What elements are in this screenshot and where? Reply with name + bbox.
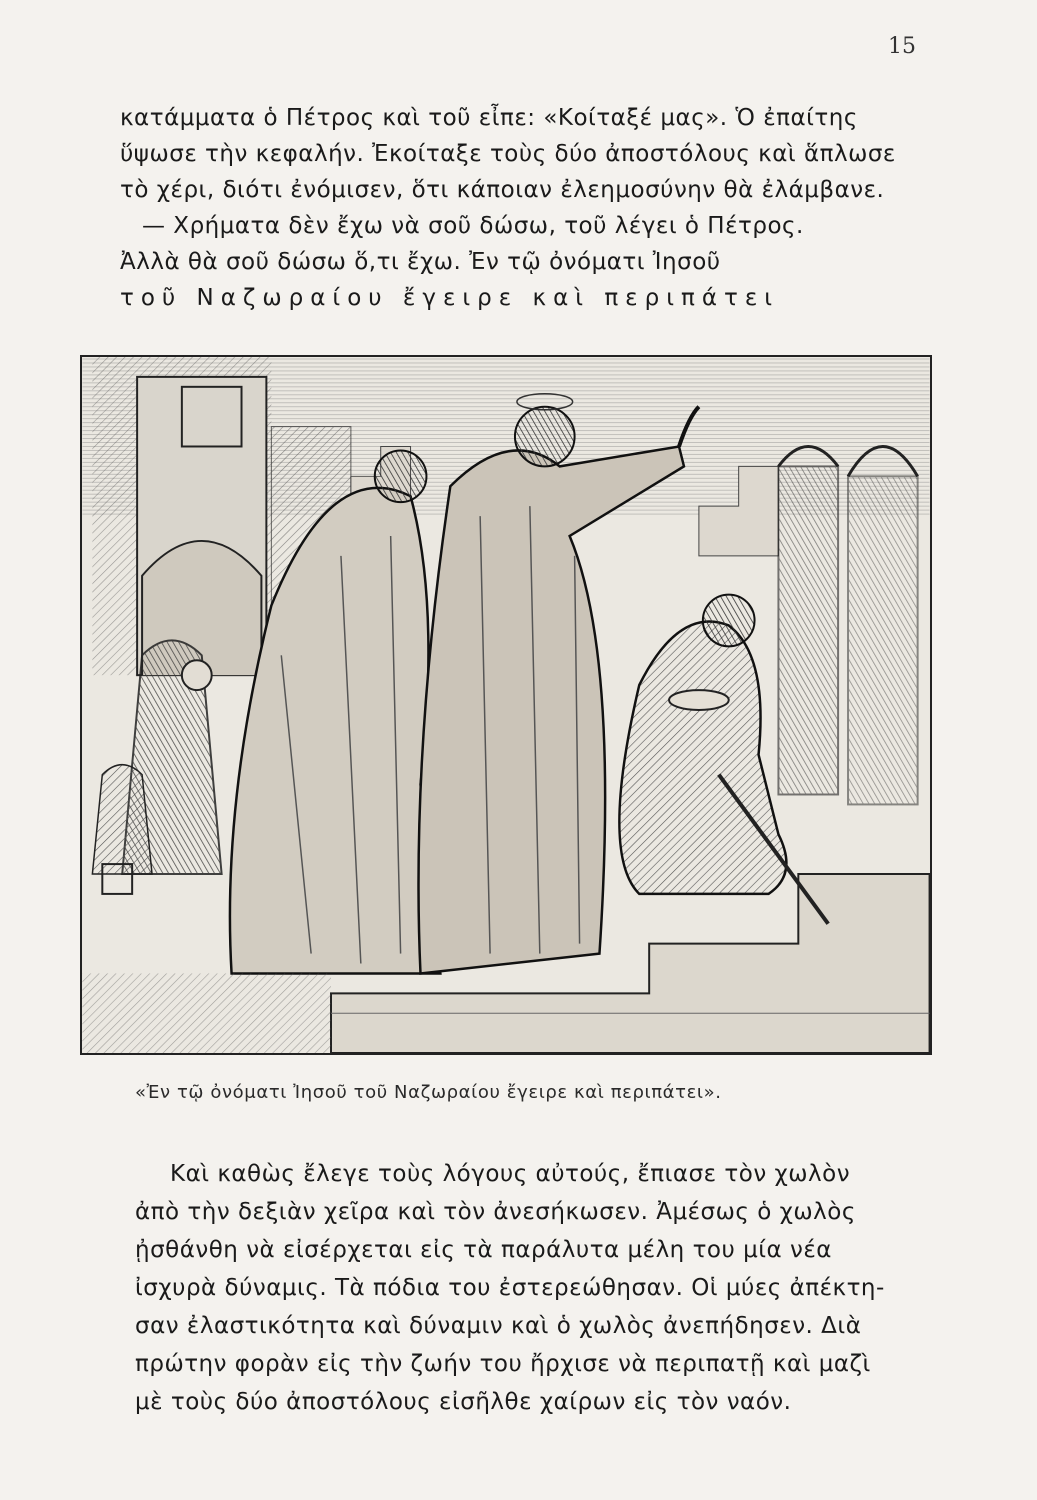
text-line: ἰσχυρὰ δύναμις. Τὰ πόδια του ἐστερεώθησαν. Οἱ μύες ἀπέκτη- (135, 1275, 885, 1301)
text-line: πρώτην φορὰν εἰς τὴν ζωήν του ἤρχισε νὰ περιπατῇ καὶ μαζὶ (135, 1351, 871, 1377)
text-line: — Χρήματα δὲν ἔχω νὰ σοῦ δώσω, τοῦ λέγει ὁ Πέτρος. (142, 213, 804, 239)
engraving-illustration (80, 355, 932, 1055)
text-line: σαν ἐλαστικότητα καὶ δύναμιν καὶ ὁ χωλὸς ἀνεπήδησεν. Διὰ (135, 1313, 862, 1339)
illustration-caption: «Ἐν τῷ ὀνόματι Ἰησοῦ τοῦ Ναζωραίου ἔγειρε καὶ περιπάτει». (135, 1082, 722, 1103)
text-line: ᾐσθάνθη νὰ εἰσέρχεται εἰς τὰ παράλυτα μέλη του μία νέα (135, 1237, 832, 1263)
bottom-paragraph (135, 1155, 955, 1421)
text-line: Ἀλλὰ θὰ σοῦ δώσω ὅ,τι ἔχω. Ἐν τῷ ὀνόματι Ἰησοῦ (120, 249, 721, 275)
text-line: τοῦ Ναζωραίου ἔγειρε καὶ περιπάτει (120, 285, 780, 311)
text-line: μὲ τοὺς δύο ἀποστόλους εἰσῆλθε χαίρων εἰς τὸν ναόν. (135, 1389, 792, 1415)
text-line: κατάμματα ὁ Πέτρος καὶ τοῦ εἶπε: «Κοίταξέ μας». Ὁ ἐπαίτης (120, 105, 858, 131)
text-line: ἀπὸ τὴν δεξιὰν χεῖρα καὶ τὸν ἀνεσήκωσεν. Ἀμέσως ὁ χωλὸς (135, 1199, 856, 1225)
illustration-drawing (82, 357, 930, 1053)
text-line: τὸ χέρι, διότι ἐνόμισεν, ὅτι κάποιαν ἐλεημοσύνην θὰ ἐλάμβανε. (120, 177, 885, 203)
top-paragraph (120, 100, 940, 316)
text-line: ὕψωσε τὴν κεφαλήν. Ἐκοίταξε τοὺς δύο ἀποστόλους καὶ ἅπλωσε (120, 141, 896, 167)
page-number: 15 (888, 34, 916, 59)
text-line: Καὶ καθὼς ἔλεγε τοὺς λόγους αὐτούς, ἔπιασε τὸν χωλὸν (170, 1161, 851, 1187)
